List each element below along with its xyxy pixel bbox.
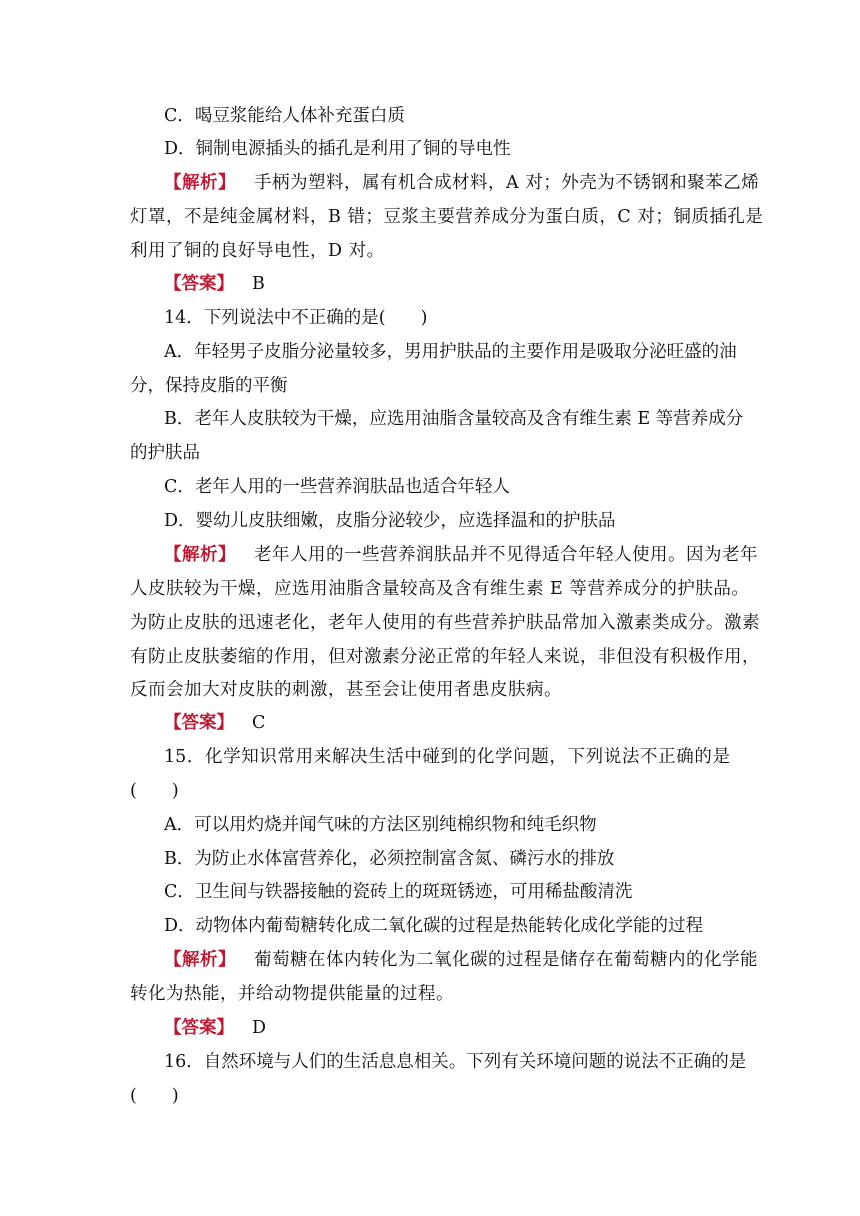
q14-option-b-line-1: B．老年人皮肤较为干燥，应选用油脂含量较高及含有维生素 E 等营养成分 (164, 409, 744, 429)
answer-label: 【答案】 (164, 1018, 234, 1038)
q14-analysis-line-4: 有防止皮肤萎缩的作用，但对激素分泌正常的年轻人来说，非但没有积极作用， (130, 647, 760, 667)
analysis-label: 【解析】 (164, 950, 236, 970)
q14-analysis-line-3: 为防止皮肤的迅速老化，老年人使用的有些营养护肤品常加入激素类成分。激素 (130, 613, 760, 633)
q15-stem-line-1: 15．化学知识常用来解决生活中碰到的化学问题，下列说法不正确的是 (164, 747, 730, 767)
q15-analysis-line-2: 转化为热能，并给动物提供能量的过程。 (130, 984, 454, 1004)
q13-option-c: C．喝豆浆能给人体补充蛋白质 (164, 106, 405, 126)
q13-option-d: D．铜制电源插头的插孔是利用了铜的导电性 (164, 139, 511, 159)
q14-analysis-line-2: 人皮肤较为干燥，应选用油脂含量较高及含有维生素 E 等营养成分的护肤品。 (130, 579, 750, 599)
q14-option-a-line-1: A．年轻男子皮脂分泌量较多，男用护肤品的主要作用是吸取分泌旺盛的油 (164, 342, 737, 362)
q14-analysis-line-1: 【解析】 老年人用的一些营养润肤品并不见得适合年轻人使用。因为老年 (164, 545, 758, 565)
answer-label: 【答案】 (164, 274, 234, 294)
q14-option-b-line-2: 的护肤品 (130, 443, 200, 463)
analysis-label: 【解析】 (164, 545, 236, 565)
q15-option-c: C．卫生间与铁器接触的瓷砖上的斑斑锈迹，可用稀盐酸清洗 (164, 882, 633, 902)
analysis-label: 【解析】 (164, 173, 236, 193)
q14-answer: 【答案】 C (164, 713, 266, 733)
q14-analysis-line-5: 反而会加大对皮肤的刺激，甚至会让使用者患皮肤病。 (130, 680, 562, 700)
q15-stem-line-2: ( ) (130, 781, 179, 801)
q16-stem-line-1: 16．自然环境与人们的生活息息相关。下列有关环境问题的说法不正确的是 (164, 1052, 747, 1072)
q14-option-d: D．婴幼儿皮肤细嫩，皮脂分泌较少，应选择温和的护肤品 (164, 511, 616, 531)
q15-analysis-line-1: 【解析】 葡萄糖在体内转化为二氧化碳的过程是储存在葡萄糖内的化学能 (164, 950, 758, 970)
q14-stem: 14．下列说法中不正确的是( ) (164, 308, 428, 328)
q16-stem-line-2: ( ) (130, 1086, 179, 1106)
q14-option-a-line-2: 分，保持皮脂的平衡 (130, 376, 288, 396)
q15-option-b: B．为防止水体富营养化，必须控制富含氮、磷污水的排放 (164, 849, 615, 869)
q14-option-c: C．老年人用的一些营养润肤品也适合年轻人 (164, 477, 510, 497)
answer-label: 【答案】 (164, 713, 234, 733)
q15-option-d: D．动物体内葡萄糖转化成二氧化碳的过程是热能转化成化学能的过程 (164, 916, 704, 936)
q15-option-a: A．可以用灼烧并闻气味的方法区别纯棉织物和纯毛织物 (164, 815, 597, 835)
q13-analysis-line-3: 利用了铜的良好导电性，D 对。 (130, 241, 385, 261)
q13-answer: 【答案】 B (164, 274, 265, 294)
q15-answer: 【答案】 D (164, 1018, 267, 1038)
q13-analysis-line-2: 灯罩，不是纯金属材料，B 错；豆浆主要营养成分为蛋白质，C 对；铜质插孔是 (130, 207, 764, 227)
q13-analysis-line-1: 【解析】 手柄为塑料，属有机合成材料，A 对；外壳为不锈钢和聚苯乙烯 (164, 173, 760, 193)
